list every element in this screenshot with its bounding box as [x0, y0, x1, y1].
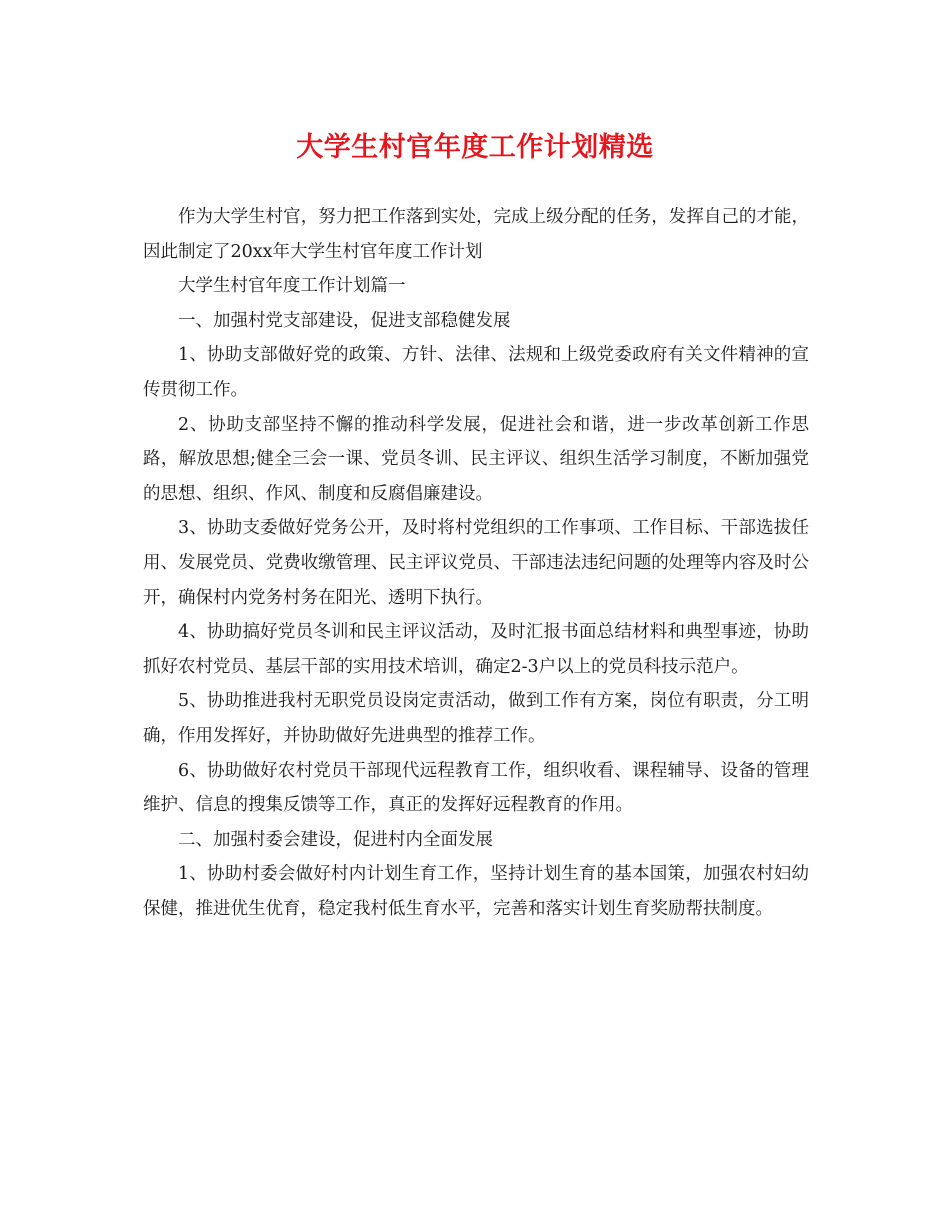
list-item: 2、协助支部坚持不懈的推动科学发展，促进社会和谐，进一步改革创新工作思路，解放思想;健全三会一课、党员冬训、民主评议、组织生活学习制度，不断加强党的思想、组织、作风、制度和反腐倡廉建设。: [143, 414, 809, 504]
intro-paragraph: 作为大学生村官，努力把工作落到实处，完成上级分配的任务，发挥自己的才能，因此制定了20xx年大学生村官年度工作计划: [143, 207, 809, 262]
subsection-heading-village-committee: 二、加强村委会建设，促进村内全面发展: [178, 829, 493, 850]
list-item: 6、协助做好农村党员干部现代远程教育工作，组织收看、课程辅导、设备的管理维护、信息的搜集反馈等工作，真正的发挥好远程教育的作用。: [143, 760, 809, 816]
list-item: 5、协助推进我村无职党员设岗定责活动，做到工作有方案，岗位有职责，分工明确，作用发挥好，并协助做好先进典型的推荐工作。: [143, 691, 809, 746]
section-heading-part-one: 大学生村官年度工作计划篇一: [178, 276, 406, 297]
list-item: 3、协助支委做好党务公开，及时将村党组织的工作事项、工作目标、干部选拔任用、发展党员、党费收缴管理、民主评议党员、干部违法违纪问题的处理等内容及时公开，确保村内党务村务在阳光、透明下执行。: [143, 518, 809, 608]
list-item: 4、协助搞好党员冬训和民主评议活动，及时汇报书面总结材料和典型事迹，协助抓好农村党员、基层干部的实用技术培训，确定2-3户以上的党员科技示范户。: [143, 622, 809, 677]
list-item: 1、协助支部做好党的政策、方针、法律、法规和上级党委政府有关文件精神的宣传贯彻工作。: [143, 345, 809, 400]
document-title: 大学生村官年度工作计划精选: [296, 132, 654, 163]
document-body: [143, 200, 809, 926]
list-item: 1、协助村委会做好村内计划生育工作，坚持计划生育的基本国策，加强农村妇幼保健，推进优生优育，稳定我村低生育水平，完善和落实计划生育奖励帮扶制度。: [143, 864, 809, 919]
subsection-heading-party-branch: 一、加强村党支部建设，促进支部稳健发展: [178, 310, 511, 331]
